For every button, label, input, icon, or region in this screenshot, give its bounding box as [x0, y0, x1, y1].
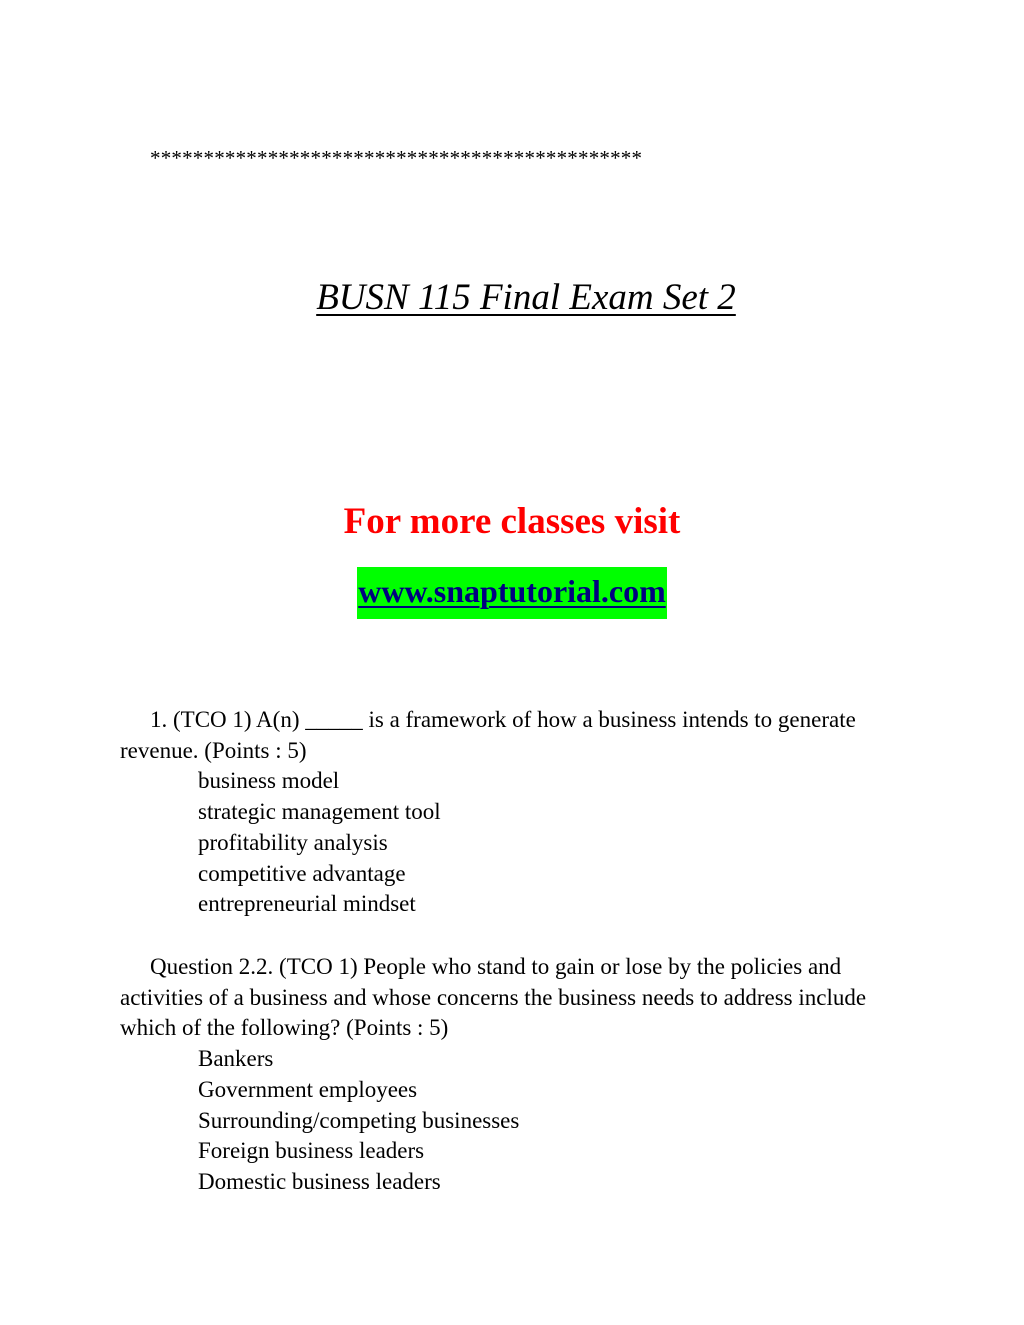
answer-option: competitive advantage [198, 860, 406, 886]
snaptutorial-link[interactable]: www.snaptutorial.com [357, 567, 667, 619]
answer-option: entrepreneurial mindset [198, 891, 416, 917]
answer-option: Foreign business leaders [198, 1138, 425, 1164]
asterisk-divider: ********************************************** [150, 146, 643, 170]
document-title: BUSN 115 Final Exam Set 2 [316, 277, 736, 318]
answer-option: Domestic business leaders [198, 1168, 441, 1194]
promo-link-container [0, 567, 1024, 619]
question-stem: Question 2.2. (TCO 1) People who stand to gain or lose by the policies and activities of a business and whose concerns the business needs to address include which of the following? (Points : 5) [120, 954, 867, 1041]
answer-option: Surrounding/competing businesses [198, 1107, 520, 1133]
answer-option: business model [198, 768, 340, 794]
answer-option: profitability analysis [198, 829, 388, 855]
question-stem: 1. (TCO 1) A(n) _____ is a framework of how a business intends to generate revenue. (Points : 5) [120, 707, 856, 763]
answer-options [120, 1044, 890, 1198]
question-2 [120, 952, 890, 1198]
answer-option: strategic management tool [198, 799, 441, 825]
promo-text: For more classes visit [343, 501, 681, 542]
answer-option: Bankers [198, 1046, 274, 1072]
answer-options [120, 766, 890, 920]
answer-option: Government employees [198, 1076, 418, 1102]
question-1 [120, 705, 890, 920]
